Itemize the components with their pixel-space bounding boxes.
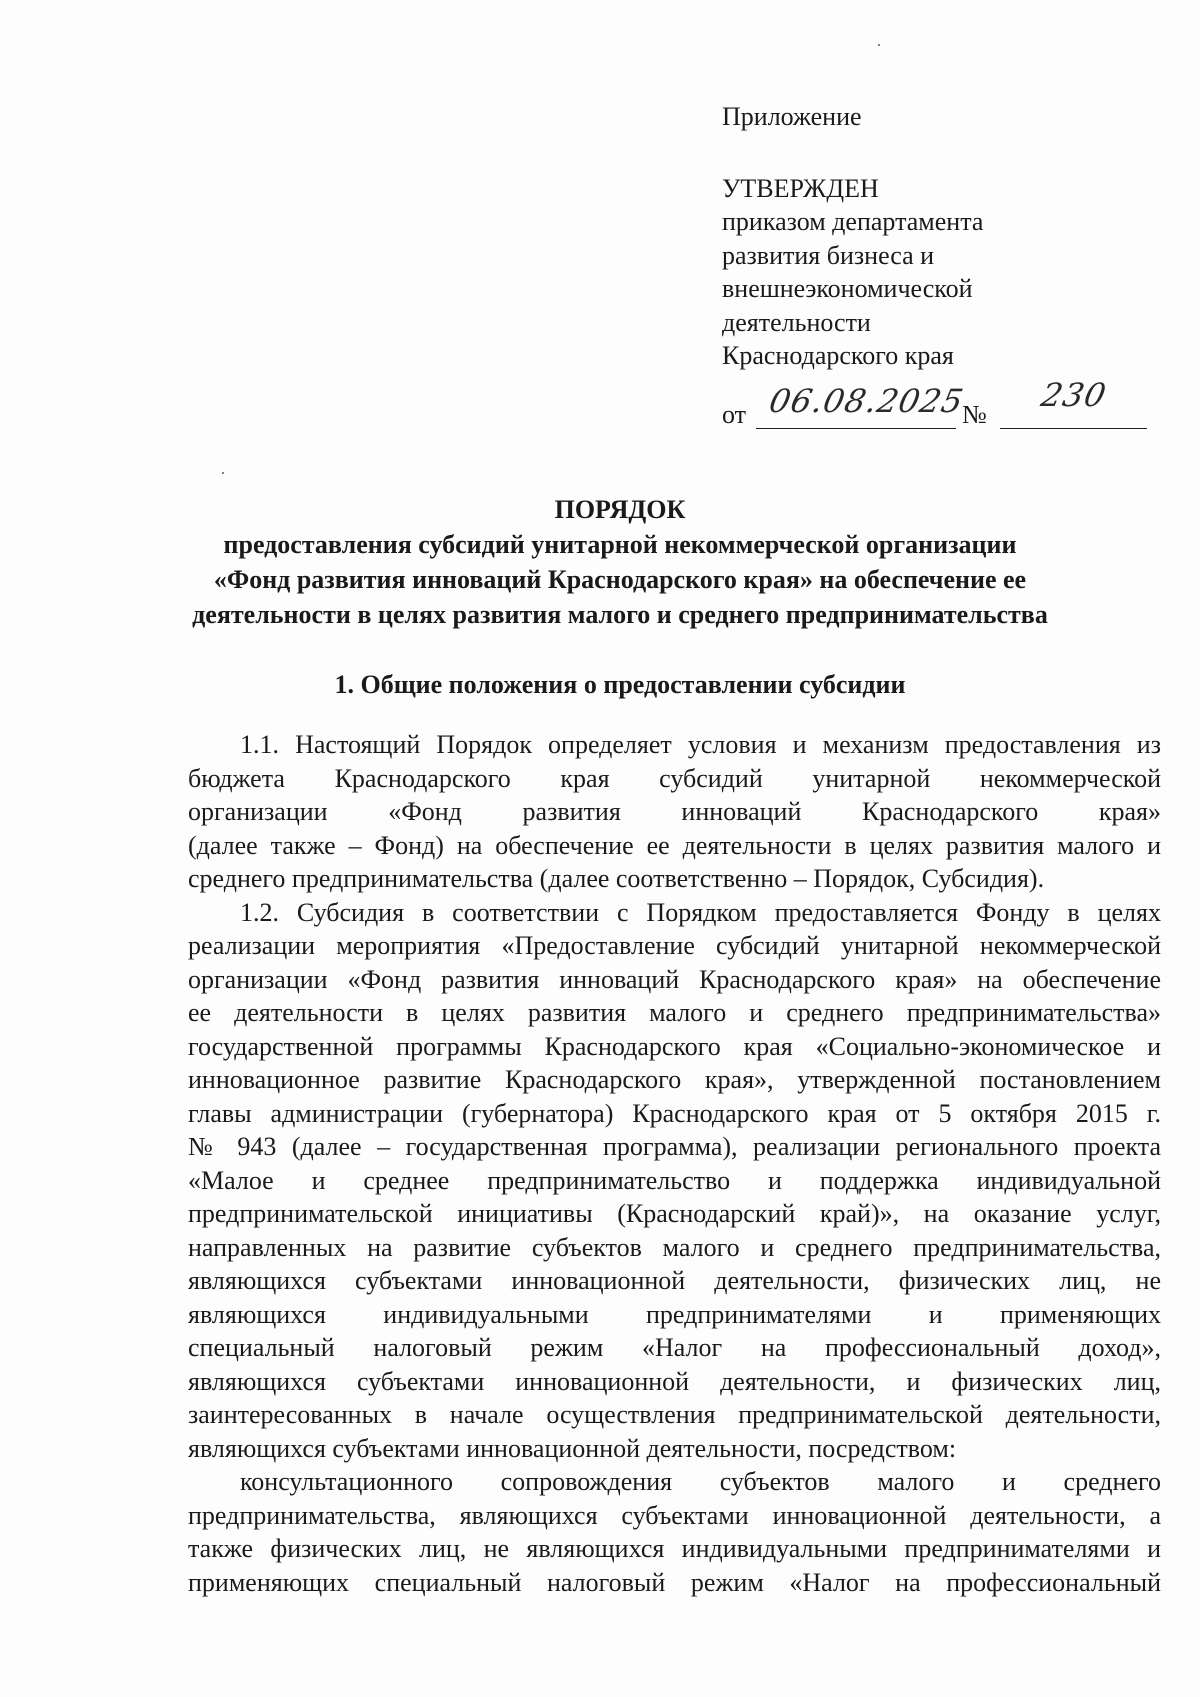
- text-line: являющихся субъектами инновационной деятельности, посредством:: [188, 1433, 957, 1463]
- text-line: являющихся субъектами инновационной деятельности, физических лиц, не: [188, 1266, 1161, 1295]
- scan-speck: [878, 44, 880, 46]
- scan-speck: [222, 472, 224, 474]
- number-label: №: [962, 400, 987, 429]
- number-field: [1000, 376, 1147, 429]
- text-line: также физических лиц, не являющихся индивидуальными предпринимателями и: [188, 1534, 1161, 1563]
- text-line: ее деятельности в целях развития малого и среднего предпринимательства»: [188, 998, 1161, 1027]
- title-main: ПОРЯДОК: [554, 495, 686, 524]
- section-heading: 1. Общие положения о предоставлении субсидии: [334, 670, 906, 699]
- paragraph-consulting: [188, 1465, 1161, 1599]
- text-line: применяющих специальный налоговый режим «Налог на профессиональный: [188, 1567, 1161, 1597]
- handwritten-number: 230: [1037, 376, 1111, 414]
- text-line: консультационного сопровождения субъектов малого и среднего: [240, 1467, 1161, 1496]
- body-text: [188, 728, 1161, 1599]
- title-line: предоставления субсидий унитарной некоммерческой организации: [223, 530, 1017, 559]
- title-line: «Фонд развития инноваций Краснодарского края» на обеспечение ее: [213, 565, 1027, 594]
- text-line: предпринимательской инициативы (Краснодарский край)», на оказание услуг,: [188, 1199, 1161, 1228]
- text-line: бюджета Краснодарского края субсидий унитарной некоммерческой: [188, 763, 1161, 793]
- approval-line: деятельности: [722, 307, 871, 337]
- approval-line: развития бизнеса и: [722, 240, 935, 270]
- text-line: предпринимательства, являющихся субъектами инновационной деятельности, а: [188, 1500, 1161, 1530]
- text-line: 1.1. Настоящий Порядок определяет условия и механизм предоставления из: [240, 730, 1161, 759]
- text-line: 1.2. Субсидия в соответствии с Порядком предоставляется Фонду в целях: [240, 897, 1161, 927]
- approval-line: УТВЕРЖДЕН: [722, 173, 879, 203]
- text-line: реализации мероприятия «Предоставление субсидий унитарной некоммерческой: [188, 931, 1161, 960]
- text-line: специальный налоговый режим «Налог на профессиональный доход»,: [188, 1333, 1161, 1362]
- text-line: главы администрации (губернатора) Краснодарского края от 5 октября 2015 г.: [188, 1098, 1161, 1128]
- order-date-number-line: [722, 376, 1162, 429]
- text-line: № 943 (далее – государственная программа), реализации регионального проекта: [188, 1132, 1161, 1161]
- text-line: заинтересованных в начале осуществления предпринимательской деятельности,: [188, 1400, 1161, 1429]
- approval-line: Краснодарского края: [722, 341, 954, 370]
- paragraph-1-1: [188, 728, 1161, 896]
- text-line: (далее также – Фонд) на обеспечение ее деятельности в целях развития малого и: [188, 830, 1161, 860]
- text-line: государственной программы Краснодарского края «Социально-экономическое и: [188, 1031, 1161, 1061]
- text-line: среднего предпринимательства (далее соответственно – Порядок, Субсидия).: [188, 864, 1045, 893]
- text-line: являющихся индивидуальными предпринимателями и применяющих: [188, 1299, 1161, 1329]
- date-field: [756, 382, 968, 429]
- approval-line: внешнеэкономической: [722, 274, 973, 303]
- text-line: направленных на развитие субъектов малого и среднего предпринимательства,: [188, 1232, 1161, 1262]
- text-line: инновационное развитие Краснодарского края», утвержденной постановлением: [188, 1065, 1161, 1094]
- text-line: «Малое и среднее предпринимательство и поддержка индивидуальной: [188, 1165, 1161, 1195]
- approval-block: [722, 100, 1162, 373]
- appendix-label: Приложение: [722, 102, 862, 131]
- paragraph-1-2: [188, 896, 1161, 1466]
- title-line: деятельности в целях развития малого и среднего предпринимательства: [192, 600, 1048, 629]
- document-title: [180, 492, 1060, 632]
- date-label: от: [722, 400, 747, 429]
- text-line: организации «Фонд развития инноваций Краснодарского края» на обеспечение: [188, 964, 1161, 994]
- text-line: являющихся субъектами инновационной деятельности, и физических лиц,: [188, 1366, 1161, 1396]
- text-line: организации «Фонд развития инноваций Краснодарского края»: [188, 797, 1161, 826]
- approval-line: приказом департамента: [722, 207, 984, 236]
- handwritten-date: 06.08.2025: [765, 382, 968, 420]
